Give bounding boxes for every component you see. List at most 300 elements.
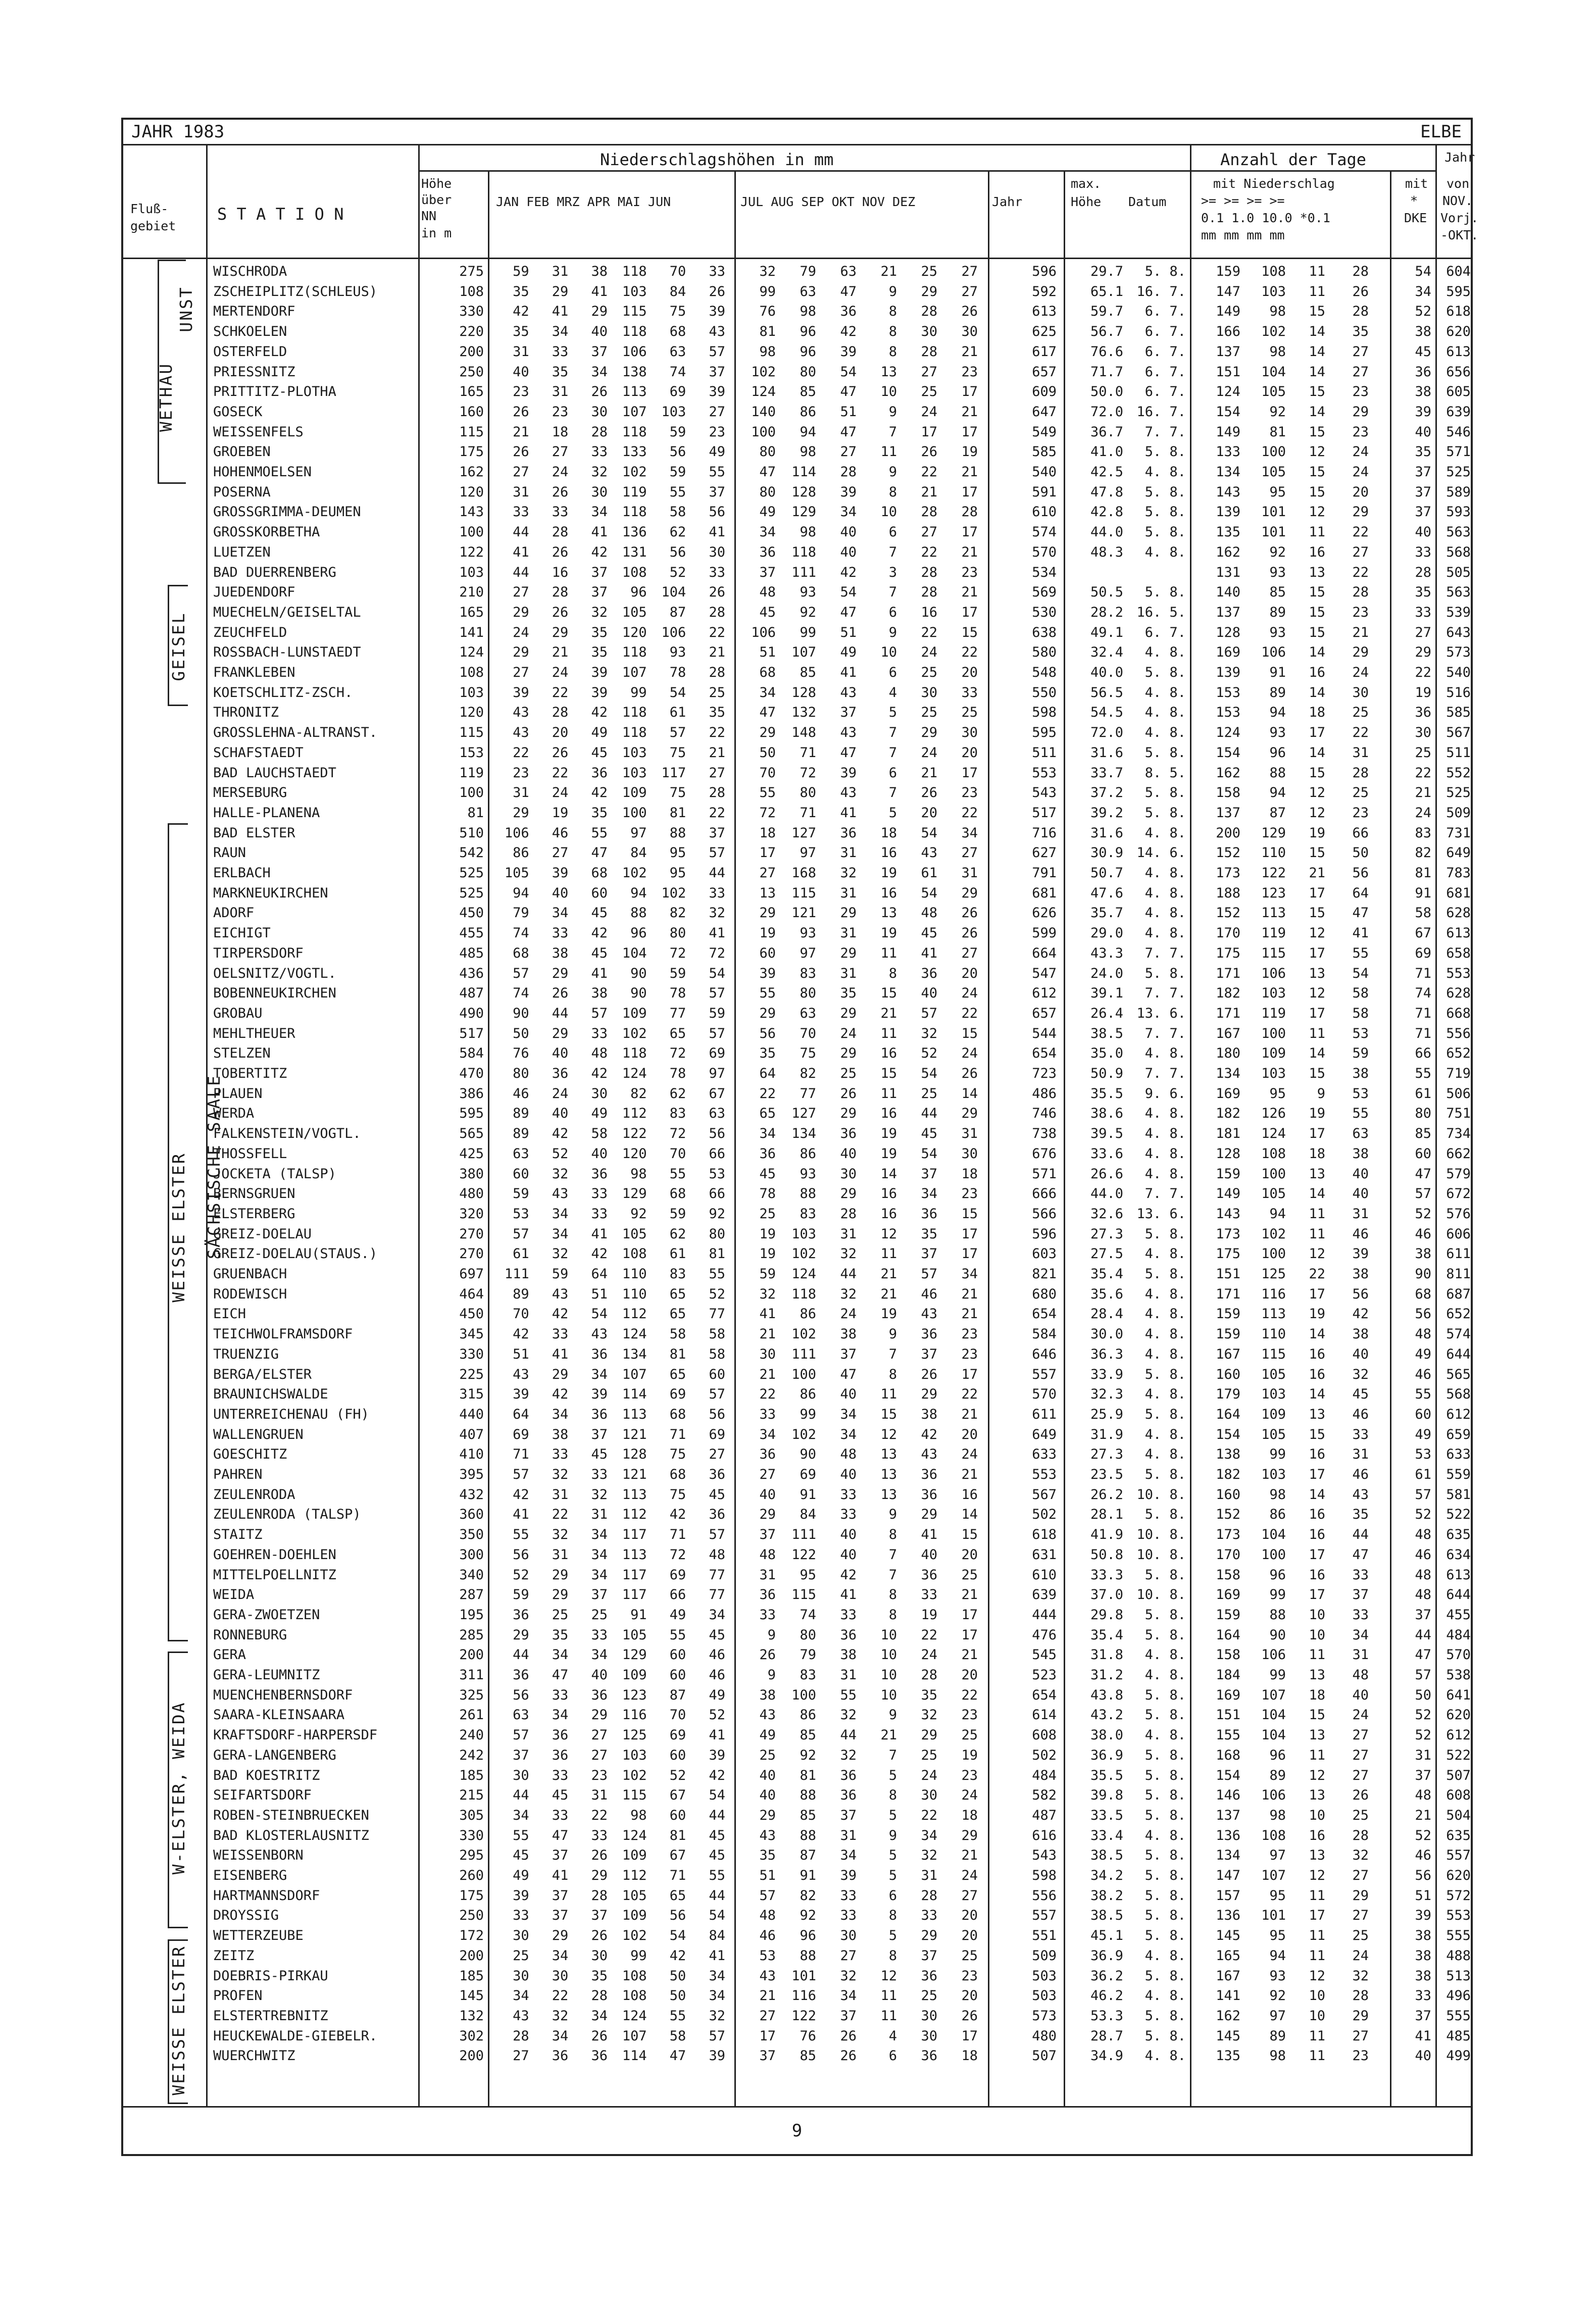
max-date: 10. 8. bbox=[1136, 1527, 1186, 1543]
month-value: 41 bbox=[552, 1346, 569, 1362]
month-value: 61 bbox=[669, 1246, 686, 1262]
month-value: 32 bbox=[840, 1747, 857, 1763]
month-value: 31 bbox=[840, 1827, 857, 1843]
month-value: 26 bbox=[591, 384, 608, 400]
station-name: GROBAU bbox=[213, 1005, 263, 1021]
station-height: 436 bbox=[459, 965, 484, 981]
days-01: 159 bbox=[1216, 1166, 1240, 1182]
month-value: 5 bbox=[888, 1767, 897, 1783]
days-100: 13 bbox=[1309, 1667, 1325, 1683]
month-value: 65 bbox=[759, 1106, 776, 1122]
max-height: 71.7 bbox=[1090, 364, 1123, 380]
header-station: S T A T I O N bbox=[217, 205, 344, 224]
days-dke01: 24 bbox=[1352, 1707, 1369, 1723]
station-height: 162 bbox=[459, 464, 484, 480]
month-value: 9 bbox=[888, 464, 897, 480]
year-nov-oct: 652 bbox=[1446, 1045, 1471, 1062]
month-value: 32 bbox=[921, 1707, 937, 1723]
max-date: 5. 8. bbox=[1144, 1928, 1186, 1944]
month-value: 85 bbox=[800, 665, 816, 680]
month-value: 47 bbox=[840, 424, 857, 440]
month-value: 37 bbox=[591, 343, 608, 360]
month-value: 23 bbox=[961, 1707, 978, 1723]
month-value: 33 bbox=[840, 1486, 857, 1503]
month-value: 21 bbox=[880, 1005, 897, 1021]
station-name: EISENBERG bbox=[213, 1868, 287, 1883]
days-01: 182 bbox=[1216, 985, 1240, 1002]
table-row bbox=[123, 563, 1471, 583]
days-10: 96 bbox=[1269, 1567, 1286, 1583]
month-value: 76 bbox=[800, 2028, 816, 2044]
month-value: 23 bbox=[513, 765, 529, 781]
month-value: 37 bbox=[591, 584, 608, 601]
month-value: 27 bbox=[552, 444, 569, 460]
month-value: 64 bbox=[513, 1406, 529, 1422]
max-date: 4. 8. bbox=[1144, 1045, 1186, 1062]
month-value: 20 bbox=[961, 1546, 978, 1563]
precip-year: 631 bbox=[1032, 1546, 1057, 1563]
days-dke01: 28 bbox=[1352, 304, 1369, 320]
month-value: 100 bbox=[751, 424, 776, 440]
month-value: 23 bbox=[961, 1346, 978, 1362]
days-dke01: 56 bbox=[1352, 1286, 1369, 1302]
month-value: 80 bbox=[800, 985, 816, 1002]
days-10: 89 bbox=[1269, 1767, 1286, 1783]
station-height: 270 bbox=[459, 1246, 484, 1262]
month-value: 29 bbox=[840, 1045, 857, 1062]
month-value: 35 bbox=[513, 283, 529, 299]
days-10: 105 bbox=[1261, 384, 1286, 400]
month-value: 11 bbox=[880, 1386, 897, 1403]
table-row bbox=[123, 743, 1471, 763]
month-value: 36 bbox=[709, 1467, 725, 1482]
days-dke01: 22 bbox=[1352, 725, 1369, 741]
month-value: 41 bbox=[591, 524, 608, 540]
precip-year: 738 bbox=[1032, 1126, 1057, 1142]
month-value: 38 bbox=[840, 1647, 857, 1663]
days-100: 16 bbox=[1309, 1446, 1325, 1463]
month-value: 96 bbox=[800, 324, 816, 340]
month-value: 35 bbox=[552, 364, 569, 380]
month-value: 128 bbox=[791, 484, 816, 500]
month-value: 29 bbox=[759, 725, 776, 741]
year-nov-oct: 613 bbox=[1446, 925, 1471, 941]
table-row bbox=[123, 803, 1471, 823]
max-date: 5. 8. bbox=[1144, 1567, 1186, 1583]
table-row bbox=[123, 1645, 1471, 1665]
dke-days: 47 bbox=[1415, 1166, 1431, 1182]
month-value: 63 bbox=[513, 1145, 529, 1162]
dke-days: 40 bbox=[1415, 2048, 1431, 2064]
month-value: 33 bbox=[840, 1507, 857, 1523]
month-value: 60 bbox=[669, 1647, 686, 1663]
month-value: 49 bbox=[709, 1687, 725, 1703]
days-100: 11 bbox=[1309, 2028, 1325, 2044]
month-value: 28 bbox=[921, 564, 937, 580]
month-value: 16 bbox=[880, 1045, 897, 1062]
dke-days: 71 bbox=[1415, 1005, 1431, 1021]
dke-days: 33 bbox=[1415, 604, 1431, 620]
days-dke01: 28 bbox=[1352, 765, 1369, 781]
precip-year: 557 bbox=[1032, 1908, 1057, 1924]
month-value: 29 bbox=[591, 304, 608, 320]
max-date: 5. 8. bbox=[1144, 1968, 1186, 1984]
month-value: 71 bbox=[669, 1426, 686, 1442]
days-dke01: 53 bbox=[1352, 1025, 1369, 1041]
days-01: 137 bbox=[1216, 604, 1240, 620]
month-value: 89 bbox=[513, 1286, 529, 1302]
month-value: 22 bbox=[591, 1807, 608, 1823]
max-date: 5. 8. bbox=[1144, 584, 1186, 601]
month-value: 41 bbox=[552, 1868, 569, 1883]
max-date: 4. 8. bbox=[1144, 1246, 1186, 1262]
dke-days: 51 bbox=[1415, 1887, 1431, 1904]
table-row bbox=[123, 1545, 1471, 1565]
month-value: 31 bbox=[552, 384, 569, 400]
max-height: 28.1 bbox=[1090, 1507, 1123, 1523]
month-value: 45 bbox=[591, 945, 608, 961]
days-01: 171 bbox=[1216, 1286, 1240, 1302]
days-100: 13 bbox=[1309, 1847, 1325, 1864]
dke-days: 44 bbox=[1415, 1627, 1431, 1643]
year-nov-oct: 485 bbox=[1446, 2028, 1471, 2044]
max-date: 7. 7. bbox=[1144, 985, 1186, 1002]
month-value: 15 bbox=[880, 985, 897, 1002]
year-nov-oct: 633 bbox=[1446, 1446, 1471, 1463]
month-value: 89 bbox=[513, 1106, 529, 1122]
month-value: 17 bbox=[961, 1627, 978, 1643]
table-row bbox=[123, 1344, 1471, 1365]
days-100: 16 bbox=[1309, 1346, 1325, 1362]
month-value: 77 bbox=[800, 1085, 816, 1102]
month-value: 30 bbox=[591, 1947, 608, 1964]
year-nov-oct: 581 bbox=[1446, 1486, 1471, 1503]
month-value: 43 bbox=[552, 1186, 569, 1202]
month-value: 5 bbox=[888, 1807, 897, 1823]
table-row bbox=[123, 1244, 1471, 1264]
dke-days: 56 bbox=[1415, 1868, 1431, 1883]
days-01: 162 bbox=[1216, 765, 1240, 781]
station-name: GOESCHITZ bbox=[213, 1446, 287, 1463]
month-value: 22 bbox=[921, 1627, 937, 1643]
days-10: 125 bbox=[1261, 1266, 1286, 1282]
max-date: 5. 8. bbox=[1144, 524, 1186, 540]
table-row bbox=[123, 1004, 1471, 1024]
month-value: 43 bbox=[759, 1968, 776, 1984]
month-value: 97 bbox=[630, 825, 647, 841]
precip-year: 716 bbox=[1032, 825, 1057, 841]
days-10: 106 bbox=[1261, 965, 1286, 981]
month-value: 7 bbox=[888, 584, 897, 601]
month-value: 77 bbox=[669, 1005, 686, 1021]
days-100: 10 bbox=[1309, 1607, 1325, 1623]
month-value: 63 bbox=[800, 283, 816, 299]
station-name: BAD ELSTER bbox=[213, 825, 295, 841]
month-value: 24 bbox=[513, 624, 529, 640]
month-value: 44 bbox=[513, 1787, 529, 1804]
month-value: 104 bbox=[661, 584, 686, 601]
station-name: BAD KLOSTERLAUSNITZ bbox=[213, 1827, 369, 1843]
month-value: 102 bbox=[791, 1246, 816, 1262]
month-value: 140 bbox=[751, 404, 776, 420]
days-dke01: 64 bbox=[1352, 885, 1369, 901]
precip-year: 791 bbox=[1032, 865, 1057, 881]
max-height: 35.4 bbox=[1090, 1266, 1123, 1282]
year-nov-oct: 525 bbox=[1446, 785, 1471, 801]
month-value: 41 bbox=[591, 965, 608, 981]
station-name: EICH bbox=[213, 1306, 246, 1322]
month-value: 40 bbox=[591, 324, 608, 340]
max-height: 47.8 bbox=[1090, 484, 1123, 500]
dke-days: 52 bbox=[1415, 304, 1431, 320]
month-value: 91 bbox=[630, 1607, 647, 1623]
month-value: 113 bbox=[622, 1406, 647, 1422]
month-value: 32 bbox=[552, 1467, 569, 1482]
station-height: 124 bbox=[459, 644, 484, 661]
max-date: 5. 8. bbox=[1144, 744, 1186, 761]
month-value: 40 bbox=[591, 1145, 608, 1162]
year-nov-oct: 589 bbox=[1446, 484, 1471, 500]
station-height: 525 bbox=[459, 865, 484, 881]
days-100: 13 bbox=[1309, 1166, 1325, 1182]
table-row bbox=[123, 603, 1471, 623]
days-10: 115 bbox=[1261, 945, 1286, 961]
month-value: 32 bbox=[552, 1166, 569, 1182]
month-value: 55 bbox=[709, 1868, 725, 1883]
precip-year: 547 bbox=[1032, 965, 1057, 981]
month-value: 13 bbox=[880, 364, 897, 380]
days-01: 157 bbox=[1216, 1887, 1240, 1904]
days-01: 145 bbox=[1216, 1928, 1240, 1944]
month-value: 37 bbox=[840, 705, 857, 721]
month-value: 71 bbox=[800, 805, 816, 821]
table-row bbox=[123, 542, 1471, 563]
month-value: 34 bbox=[591, 1647, 608, 1663]
header-jahr-von-2: von bbox=[1447, 176, 1470, 191]
dke-days: 35 bbox=[1415, 444, 1431, 460]
month-value: 54 bbox=[591, 1306, 608, 1322]
month-value: 129 bbox=[791, 504, 816, 520]
precip-year: 551 bbox=[1032, 1928, 1057, 1944]
month-value: 96 bbox=[630, 925, 647, 941]
max-height: 49.1 bbox=[1090, 624, 1123, 640]
precip-year: 654 bbox=[1032, 1045, 1057, 1062]
month-value: 122 bbox=[622, 1126, 647, 1142]
month-value: 90 bbox=[800, 1446, 816, 1463]
month-value: 71 bbox=[669, 1868, 686, 1883]
month-value: 19 bbox=[759, 925, 776, 941]
dke-days: 91 bbox=[1415, 885, 1431, 901]
month-value: 14 bbox=[880, 1166, 897, 1182]
month-value: 28 bbox=[921, 584, 937, 601]
station-name: ADORF bbox=[213, 905, 255, 921]
month-value: 40 bbox=[840, 544, 857, 560]
dke-days: 46 bbox=[1415, 1847, 1431, 1864]
month-value: 120 bbox=[622, 1145, 647, 1162]
month-value: 116 bbox=[622, 1707, 647, 1723]
month-value: 56 bbox=[709, 1406, 725, 1422]
month-value: 82 bbox=[669, 905, 686, 921]
year-nov-oct: 579 bbox=[1446, 1166, 1471, 1182]
days-100: 15 bbox=[1309, 765, 1325, 781]
station-name: GREIZ-DOELAU bbox=[213, 1226, 312, 1242]
days-dke01: 20 bbox=[1352, 484, 1369, 500]
table-row bbox=[123, 1124, 1471, 1144]
month-value: 34 bbox=[591, 364, 608, 380]
max-date: 5. 8. bbox=[1144, 1507, 1186, 1523]
month-value: 25 bbox=[961, 1727, 978, 1743]
month-value: 134 bbox=[791, 1126, 816, 1142]
table-row bbox=[123, 502, 1471, 522]
month-value: 9 bbox=[888, 624, 897, 640]
year-nov-oct: 608 bbox=[1446, 1787, 1471, 1804]
station-height: 517 bbox=[459, 1025, 484, 1041]
precip-year: 680 bbox=[1032, 1286, 1057, 1302]
month-value: 132 bbox=[791, 705, 816, 721]
month-value: 31 bbox=[840, 1226, 857, 1242]
month-value: 27 bbox=[961, 1887, 978, 1904]
month-value: 21 bbox=[961, 1587, 978, 1603]
station-height: 270 bbox=[459, 1226, 484, 1242]
days-01: 173 bbox=[1216, 1226, 1240, 1242]
days-100: 12 bbox=[1309, 985, 1325, 1002]
days-100: 12 bbox=[1309, 444, 1325, 460]
days-100: 22 bbox=[1309, 1266, 1325, 1282]
year-nov-oct: 719 bbox=[1446, 1066, 1471, 1081]
max-height: 59.7 bbox=[1090, 304, 1123, 320]
station-name: WEIDA bbox=[213, 1587, 255, 1603]
days-01: 171 bbox=[1216, 965, 1240, 981]
month-value: 32 bbox=[552, 1246, 569, 1262]
precip-year: 612 bbox=[1032, 985, 1057, 1002]
dke-days: 50 bbox=[1415, 1687, 1431, 1703]
month-value: 10 bbox=[880, 644, 897, 661]
month-value: 106 bbox=[751, 624, 776, 640]
dke-days: 22 bbox=[1415, 765, 1431, 781]
month-value: 29 bbox=[961, 885, 978, 901]
station-name: FRANKLEBEN bbox=[213, 665, 295, 680]
month-value: 26 bbox=[759, 1647, 776, 1663]
month-value: 59 bbox=[552, 1266, 569, 1282]
max-date: 10. 8. bbox=[1136, 1546, 1186, 1563]
days-10: 101 bbox=[1261, 1908, 1286, 1924]
month-value: 55 bbox=[669, 1166, 686, 1182]
days-01: 154 bbox=[1216, 1426, 1240, 1442]
month-value: 108 bbox=[622, 1968, 647, 1984]
max-height: 34.9 bbox=[1090, 2048, 1123, 2064]
days-01: 135 bbox=[1216, 524, 1240, 540]
month-value: 21 bbox=[921, 765, 937, 781]
precip-year: 584 bbox=[1032, 1326, 1057, 1342]
table-row bbox=[123, 1585, 1471, 1605]
days-dke01: 29 bbox=[1352, 1887, 1369, 1904]
month-value: 29 bbox=[840, 1106, 857, 1122]
month-value: 31 bbox=[840, 925, 857, 941]
days-10: 108 bbox=[1261, 264, 1286, 279]
month-value: 33 bbox=[921, 1908, 937, 1924]
month-value: 42 bbox=[840, 324, 857, 340]
month-value: 127 bbox=[791, 1106, 816, 1122]
station-height: 287 bbox=[459, 1587, 484, 1603]
month-value: 31 bbox=[552, 264, 569, 279]
station-name: TIRPERSDORF bbox=[213, 945, 304, 961]
days-100: 17 bbox=[1309, 1126, 1325, 1142]
month-value: 29 bbox=[840, 1005, 857, 1021]
month-value: 6 bbox=[888, 1887, 897, 1904]
month-value: 63 bbox=[669, 343, 686, 360]
max-height: 76.6 bbox=[1090, 343, 1123, 360]
month-value: 80 bbox=[669, 925, 686, 941]
month-value: 32 bbox=[709, 905, 725, 921]
month-value: 17 bbox=[961, 484, 978, 500]
month-value: 69 bbox=[669, 1386, 686, 1403]
days-10: 129 bbox=[1261, 825, 1286, 841]
station-name: LUETZEN bbox=[213, 544, 271, 560]
month-value: 34 bbox=[759, 684, 776, 701]
basin-label: ELBE bbox=[1420, 122, 1462, 142]
month-value: 107 bbox=[622, 404, 647, 420]
days-dke01: 27 bbox=[1352, 1868, 1369, 1883]
days-dke01: 58 bbox=[1352, 1005, 1369, 1021]
month-value: 40 bbox=[921, 985, 937, 1002]
month-value: 66 bbox=[709, 1186, 725, 1202]
days-10: 99 bbox=[1269, 1587, 1286, 1603]
month-value: 33 bbox=[759, 1406, 776, 1422]
precip-year: 523 bbox=[1032, 1667, 1057, 1683]
max-date: 5. 8. bbox=[1144, 1467, 1186, 1482]
month-value: 41 bbox=[921, 1527, 937, 1543]
month-value: 54 bbox=[840, 584, 857, 601]
days-01: 141 bbox=[1216, 1988, 1240, 2004]
month-value: 33 bbox=[591, 1467, 608, 1482]
month-value: 29 bbox=[552, 1587, 569, 1603]
month-value: 93 bbox=[669, 644, 686, 661]
precip-year: 444 bbox=[1032, 1607, 1057, 1623]
month-value: 32 bbox=[840, 1246, 857, 1262]
precip-year: 627 bbox=[1032, 845, 1057, 861]
month-value: 75 bbox=[669, 744, 686, 761]
month-value: 68 bbox=[591, 865, 608, 881]
days-01: 149 bbox=[1216, 424, 1240, 440]
month-value: 33 bbox=[709, 264, 725, 279]
month-value: 33 bbox=[591, 1025, 608, 1041]
max-height: 35.6 bbox=[1090, 1286, 1123, 1302]
month-value: 129 bbox=[622, 1647, 647, 1663]
table-row bbox=[123, 262, 1471, 282]
month-value: 102 bbox=[622, 865, 647, 881]
month-value: 20 bbox=[961, 665, 978, 680]
month-value: 72 bbox=[759, 805, 776, 821]
month-value: 53 bbox=[759, 1947, 776, 1964]
station-height: 470 bbox=[459, 1066, 484, 1081]
days-dke01: 29 bbox=[1352, 504, 1369, 520]
days-100: 15 bbox=[1309, 1707, 1325, 1723]
dke-days: 19 bbox=[1415, 684, 1431, 701]
days-dke01: 35 bbox=[1352, 1507, 1369, 1523]
precip-year: 570 bbox=[1032, 544, 1057, 560]
month-value: 29 bbox=[552, 965, 569, 981]
month-value: 37 bbox=[591, 1587, 608, 1603]
month-value: 34 bbox=[552, 1406, 569, 1422]
month-value: 17 bbox=[961, 1366, 978, 1382]
month-value: 20 bbox=[961, 744, 978, 761]
station-height: 200 bbox=[459, 1647, 484, 1663]
month-value: 41 bbox=[709, 1727, 725, 1743]
station-height: 450 bbox=[459, 905, 484, 921]
days-10: 101 bbox=[1261, 524, 1286, 540]
days-10: 93 bbox=[1269, 725, 1286, 741]
precip-year: 530 bbox=[1032, 604, 1057, 620]
